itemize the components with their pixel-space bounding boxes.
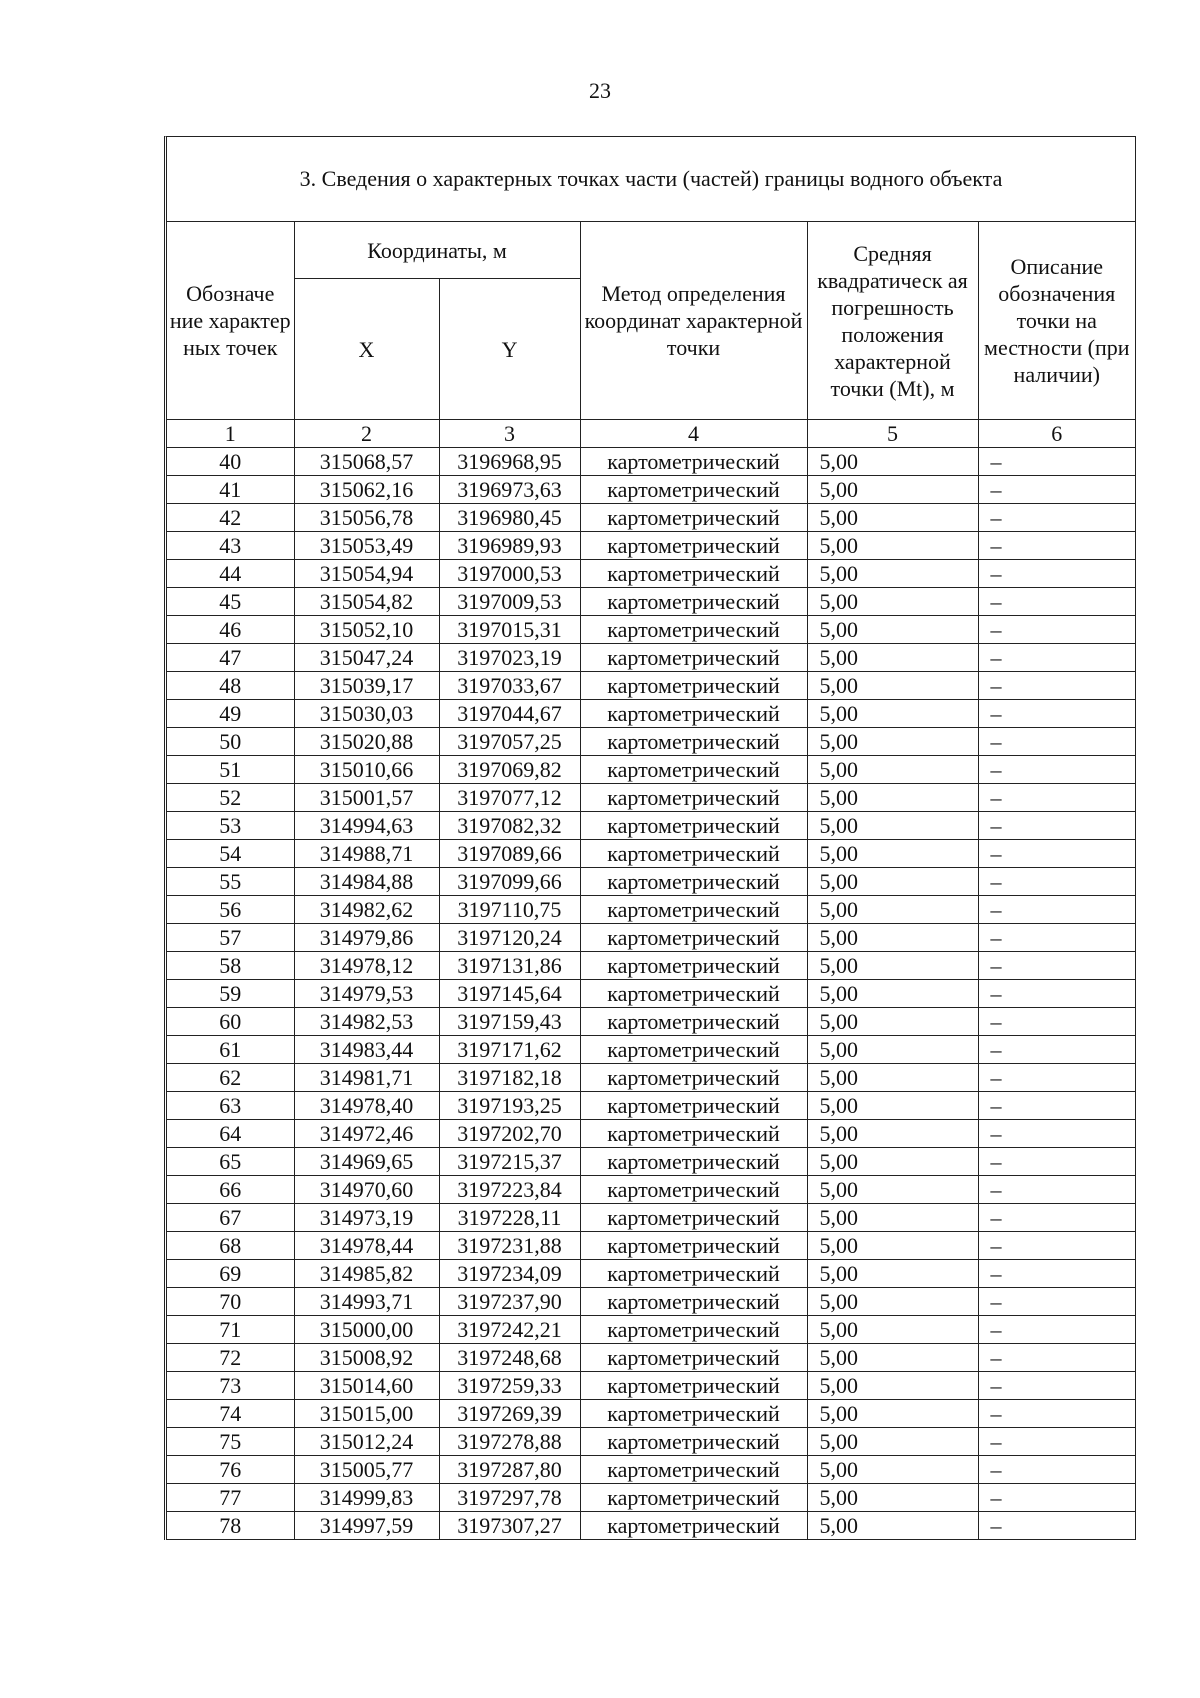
x-coordinate-cell: 315001,57 [294, 784, 439, 812]
description-cell: – [978, 1120, 1135, 1148]
x-coordinate-cell: 314993,71 [294, 1288, 439, 1316]
y-coordinate-cell: 3197057,25 [439, 728, 580, 756]
method-cell: картометрический [580, 1204, 807, 1232]
x-coordinate-cell: 315053,49 [294, 532, 439, 560]
point-number-cell: 58 [167, 952, 294, 980]
method-cell: картометрический [580, 1512, 807, 1540]
x-coordinate-cell: 315052,10 [294, 616, 439, 644]
description-cell: – [978, 1148, 1135, 1176]
description-cell: – [978, 476, 1135, 504]
y-coordinate-cell: 3197193,25 [439, 1092, 580, 1120]
description-cell: – [978, 868, 1135, 896]
table-row [167, 1064, 1135, 1092]
x-coordinate-cell: 314983,44 [294, 1036, 439, 1064]
method-cell: картометрический [580, 1344, 807, 1372]
y-coordinate-cell: 3197145,64 [439, 980, 580, 1008]
y-coordinate-cell: 3197009,53 [439, 588, 580, 616]
error-cell: 5,00 [807, 1064, 978, 1092]
description-cell: – [978, 700, 1135, 728]
error-cell: 5,00 [807, 588, 978, 616]
method-cell: картометрический [580, 448, 807, 476]
description-cell: – [978, 1400, 1135, 1428]
table-row [167, 700, 1135, 728]
y-coordinate-cell: 3197202,70 [439, 1120, 580, 1148]
y-coordinate-cell: 3197278,88 [439, 1428, 580, 1456]
point-number-cell: 49 [167, 700, 294, 728]
error-cell: 5,00 [807, 644, 978, 672]
description-cell: – [978, 1456, 1135, 1484]
error-cell: 5,00 [807, 448, 978, 476]
error-cell: 5,00 [807, 868, 978, 896]
x-coordinate-cell: 315062,16 [294, 476, 439, 504]
column-number: 3 [439, 420, 580, 448]
method-cell: картометрический [580, 1428, 807, 1456]
table-row [167, 588, 1135, 616]
description-cell: – [978, 812, 1135, 840]
description-cell: – [978, 1092, 1135, 1120]
x-coordinate-cell: 314999,83 [294, 1484, 439, 1512]
column-number: 5 [807, 420, 978, 448]
x-coordinate-cell: 315039,17 [294, 672, 439, 700]
x-coordinate-cell: 315054,94 [294, 560, 439, 588]
point-number-cell: 65 [167, 1148, 294, 1176]
table-row [167, 1008, 1135, 1036]
method-cell: картометрический [580, 728, 807, 756]
y-coordinate-cell: 3197171,62 [439, 1036, 580, 1064]
y-coordinate-cell: 3197242,21 [439, 1316, 580, 1344]
method-cell: картометрический [580, 980, 807, 1008]
error-cell: 5,00 [807, 728, 978, 756]
description-cell: – [978, 1344, 1135, 1372]
method-cell: картометрический [580, 1148, 807, 1176]
y-coordinate-cell: 3197237,90 [439, 1288, 580, 1316]
point-number-cell: 43 [167, 532, 294, 560]
x-coordinate-cell: 314985,82 [294, 1260, 439, 1288]
y-coordinate-cell: 3197259,33 [439, 1372, 580, 1400]
error-cell: 5,00 [807, 560, 978, 588]
method-cell: картометрический [580, 924, 807, 952]
x-coordinate-cell: 315008,92 [294, 1344, 439, 1372]
error-cell: 5,00 [807, 616, 978, 644]
description-cell: – [978, 504, 1135, 532]
y-coordinate-cell: 3197269,39 [439, 1400, 580, 1428]
table-row [167, 1260, 1135, 1288]
point-number-cell: 73 [167, 1372, 294, 1400]
header-point: Обозначе ние характер ных точек [167, 222, 294, 420]
method-cell: картометрический [580, 756, 807, 784]
method-cell: картометрический [580, 504, 807, 532]
y-coordinate-cell: 3197023,19 [439, 644, 580, 672]
y-coordinate-cell: 3197159,43 [439, 1008, 580, 1036]
column-number: 4 [580, 420, 807, 448]
description-cell: – [978, 1316, 1135, 1344]
table-row [167, 560, 1135, 588]
y-coordinate-cell: 3196973,63 [439, 476, 580, 504]
x-coordinate-cell: 314979,53 [294, 980, 439, 1008]
table-row [167, 532, 1135, 560]
point-number-cell: 61 [167, 1036, 294, 1064]
column-number: 1 [167, 420, 294, 448]
x-coordinate-cell: 315068,57 [294, 448, 439, 476]
table-row [167, 672, 1135, 700]
y-coordinate-cell: 3196980,45 [439, 504, 580, 532]
section-title: 3. Сведения о характерных точках части (частей) границы водного объекта [167, 137, 1135, 222]
description-cell: – [978, 588, 1135, 616]
error-cell: 5,00 [807, 1484, 978, 1512]
method-cell: картометрический [580, 1484, 807, 1512]
description-cell: – [978, 448, 1135, 476]
y-coordinate-cell: 3197015,31 [439, 616, 580, 644]
header-method: Метод определения координат характерной точки [580, 222, 807, 420]
y-coordinate-cell: 3197077,12 [439, 784, 580, 812]
table-row [167, 728, 1135, 756]
table-row [167, 868, 1135, 896]
method-cell: картометрический [580, 1064, 807, 1092]
table-row [167, 812, 1135, 840]
y-coordinate-cell: 3197044,67 [439, 700, 580, 728]
error-cell: 5,00 [807, 476, 978, 504]
x-coordinate-cell: 314982,53 [294, 1008, 439, 1036]
point-number-cell: 56 [167, 896, 294, 924]
method-cell: картометрический [580, 560, 807, 588]
boundary-points-table-container [164, 136, 1136, 1540]
x-coordinate-cell: 315054,82 [294, 588, 439, 616]
header-error: Средняя квадратическ ая погрешность положения характерной точки (Mt), м [807, 222, 978, 420]
x-coordinate-cell: 314978,40 [294, 1092, 439, 1120]
header-y: Y [439, 279, 580, 420]
y-coordinate-cell: 3197120,24 [439, 924, 580, 952]
table-row [167, 952, 1135, 980]
error-cell: 5,00 [807, 504, 978, 532]
x-coordinate-cell: 314988,71 [294, 840, 439, 868]
point-number-cell: 54 [167, 840, 294, 868]
point-number-cell: 77 [167, 1484, 294, 1512]
point-number-cell: 67 [167, 1204, 294, 1232]
x-coordinate-cell: 315000,00 [294, 1316, 439, 1344]
description-cell: – [978, 1008, 1135, 1036]
point-number-cell: 51 [167, 756, 294, 784]
error-cell: 5,00 [807, 1204, 978, 1232]
y-coordinate-cell: 3197000,53 [439, 560, 580, 588]
point-number-cell: 70 [167, 1288, 294, 1316]
error-cell: 5,00 [807, 784, 978, 812]
method-cell: картометрический [580, 812, 807, 840]
column-numbers-row [167, 420, 1135, 448]
x-coordinate-cell: 315030,03 [294, 700, 439, 728]
y-coordinate-cell: 3197069,82 [439, 756, 580, 784]
method-cell: картометрический [580, 476, 807, 504]
point-number-cell: 40 [167, 448, 294, 476]
y-coordinate-cell: 3197307,27 [439, 1512, 580, 1540]
point-number-cell: 71 [167, 1316, 294, 1344]
method-cell: картометрический [580, 1456, 807, 1484]
description-cell: – [978, 756, 1135, 784]
x-coordinate-cell: 314978,12 [294, 952, 439, 980]
method-cell: картометрический [580, 840, 807, 868]
x-coordinate-cell: 314997,59 [294, 1512, 439, 1540]
table-row [167, 1344, 1135, 1372]
error-cell: 5,00 [807, 1456, 978, 1484]
description-cell: – [978, 924, 1135, 952]
y-coordinate-cell: 3197231,88 [439, 1232, 580, 1260]
point-number-cell: 59 [167, 980, 294, 1008]
error-cell: 5,00 [807, 1120, 978, 1148]
description-cell: – [978, 1204, 1135, 1232]
x-coordinate-cell: 314969,65 [294, 1148, 439, 1176]
x-coordinate-cell: 314972,46 [294, 1120, 439, 1148]
x-coordinate-cell: 315056,78 [294, 504, 439, 532]
method-cell: картометрический [580, 784, 807, 812]
error-cell: 5,00 [807, 1428, 978, 1456]
description-cell: – [978, 1064, 1135, 1092]
table-row [167, 1120, 1135, 1148]
table-row [167, 1176, 1135, 1204]
table-row [167, 644, 1135, 672]
x-coordinate-cell: 315005,77 [294, 1456, 439, 1484]
error-cell: 5,00 [807, 1176, 978, 1204]
description-cell: – [978, 560, 1135, 588]
page-number: 23 [589, 78, 611, 103]
point-number-cell: 63 [167, 1092, 294, 1120]
point-number-cell: 57 [167, 924, 294, 952]
error-cell: 5,00 [807, 1512, 978, 1540]
table-row [167, 1036, 1135, 1064]
description-cell: – [978, 952, 1135, 980]
table-row [167, 1092, 1135, 1120]
method-cell: картометрический [580, 1176, 807, 1204]
error-cell: 5,00 [807, 672, 978, 700]
error-cell: 5,00 [807, 1092, 978, 1120]
point-number-cell: 55 [167, 868, 294, 896]
description-cell: – [978, 1484, 1135, 1512]
column-number: 2 [294, 420, 439, 448]
y-coordinate-cell: 3196989,93 [439, 532, 580, 560]
table-row [167, 756, 1135, 784]
y-coordinate-cell: 3197287,80 [439, 1456, 580, 1484]
description-cell: – [978, 1512, 1135, 1540]
table-row [167, 1512, 1135, 1540]
point-number-cell: 78 [167, 1512, 294, 1540]
error-cell: 5,00 [807, 1400, 978, 1428]
method-cell: картометрический [580, 1008, 807, 1036]
error-cell: 5,00 [807, 1344, 978, 1372]
table-row [167, 896, 1135, 924]
error-cell: 5,00 [807, 924, 978, 952]
error-cell: 5,00 [807, 952, 978, 980]
y-coordinate-cell: 3197223,84 [439, 1176, 580, 1204]
y-coordinate-cell: 3197110,75 [439, 896, 580, 924]
description-cell: – [978, 1372, 1135, 1400]
point-number-cell: 68 [167, 1232, 294, 1260]
method-cell: картометрический [580, 700, 807, 728]
header-description: Описание обозначения точки на местности (при наличии) [978, 222, 1135, 420]
table-row [167, 924, 1135, 952]
point-number-cell: 45 [167, 588, 294, 616]
error-cell: 5,00 [807, 1288, 978, 1316]
x-coordinate-cell: 314981,71 [294, 1064, 439, 1092]
x-coordinate-cell: 315012,24 [294, 1428, 439, 1456]
method-cell: картометрический [580, 1316, 807, 1344]
method-cell: картометрический [580, 588, 807, 616]
point-number-cell: 50 [167, 728, 294, 756]
error-cell: 5,00 [807, 700, 978, 728]
error-cell: 5,00 [807, 812, 978, 840]
y-coordinate-cell: 3197297,78 [439, 1484, 580, 1512]
method-cell: картометрический [580, 1232, 807, 1260]
point-number-cell: 52 [167, 784, 294, 812]
x-coordinate-cell: 314978,44 [294, 1232, 439, 1260]
error-cell: 5,00 [807, 1036, 978, 1064]
table-row [167, 1456, 1135, 1484]
point-number-cell: 72 [167, 1344, 294, 1372]
description-cell: – [978, 532, 1135, 560]
point-number-cell: 75 [167, 1428, 294, 1456]
x-coordinate-cell: 315010,66 [294, 756, 439, 784]
point-number-cell: 69 [167, 1260, 294, 1288]
point-number-cell: 46 [167, 616, 294, 644]
method-cell: картометрический [580, 1120, 807, 1148]
error-cell: 5,00 [807, 1316, 978, 1344]
method-cell: картометрический [580, 1400, 807, 1428]
x-coordinate-cell: 314994,63 [294, 812, 439, 840]
method-cell: картометрический [580, 896, 807, 924]
method-cell: картометрический [580, 672, 807, 700]
description-cell: – [978, 840, 1135, 868]
header-coordinates: Координаты, м [294, 222, 580, 279]
y-coordinate-cell: 3197131,86 [439, 952, 580, 980]
description-cell: – [978, 1260, 1135, 1288]
y-coordinate-cell: 3197099,66 [439, 868, 580, 896]
x-coordinate-cell: 314973,19 [294, 1204, 439, 1232]
x-coordinate-cell: 314979,86 [294, 924, 439, 952]
table-row [167, 840, 1135, 868]
method-cell: картометрический [580, 1260, 807, 1288]
method-cell: картометрический [580, 1372, 807, 1400]
x-coordinate-cell: 315047,24 [294, 644, 439, 672]
column-number: 6 [978, 420, 1135, 448]
table-row [167, 476, 1135, 504]
method-cell: картометрический [580, 952, 807, 980]
table-row [167, 504, 1135, 532]
error-cell: 5,00 [807, 896, 978, 924]
description-cell: – [978, 1428, 1135, 1456]
x-coordinate-cell: 315020,88 [294, 728, 439, 756]
y-coordinate-cell: 3197033,67 [439, 672, 580, 700]
method-cell: картометрический [580, 1036, 807, 1064]
y-coordinate-cell: 3197089,66 [439, 840, 580, 868]
error-cell: 5,00 [807, 1260, 978, 1288]
point-number-cell: 74 [167, 1400, 294, 1428]
description-cell: – [978, 644, 1135, 672]
error-cell: 5,00 [807, 532, 978, 560]
point-number-cell: 53 [167, 812, 294, 840]
y-coordinate-cell: 3196968,95 [439, 448, 580, 476]
description-cell: – [978, 728, 1135, 756]
point-number-cell: 42 [167, 504, 294, 532]
table-row [167, 1316, 1135, 1344]
point-number-cell: 76 [167, 1456, 294, 1484]
point-number-cell: 41 [167, 476, 294, 504]
header-x: X [294, 279, 439, 420]
description-cell: – [978, 896, 1135, 924]
method-cell: картометрический [580, 1288, 807, 1316]
description-cell: – [978, 616, 1135, 644]
point-number-cell: 44 [167, 560, 294, 588]
table-row [167, 980, 1135, 1008]
y-coordinate-cell: 3197215,37 [439, 1148, 580, 1176]
method-cell: картометрический [580, 616, 807, 644]
error-cell: 5,00 [807, 840, 978, 868]
error-cell: 5,00 [807, 1148, 978, 1176]
point-number-cell: 60 [167, 1008, 294, 1036]
table-row [167, 784, 1135, 812]
x-coordinate-cell: 314982,62 [294, 896, 439, 924]
point-number-cell: 64 [167, 1120, 294, 1148]
point-number-cell: 62 [167, 1064, 294, 1092]
table-row [167, 1372, 1135, 1400]
method-cell: картометрический [580, 868, 807, 896]
table-body [167, 448, 1135, 1540]
table-row [167, 1484, 1135, 1512]
table-row [167, 1400, 1135, 1428]
method-cell: картометрический [580, 1092, 807, 1120]
method-cell: картометрический [580, 532, 807, 560]
table-row [167, 1204, 1135, 1232]
point-number-cell: 66 [167, 1176, 294, 1204]
x-coordinate-cell: 314984,88 [294, 868, 439, 896]
table-row [167, 1288, 1135, 1316]
error-cell: 5,00 [807, 1008, 978, 1036]
description-cell: – [978, 1288, 1135, 1316]
y-coordinate-cell: 3197234,09 [439, 1260, 580, 1288]
description-cell: – [978, 1232, 1135, 1260]
y-coordinate-cell: 3197248,68 [439, 1344, 580, 1372]
y-coordinate-cell: 3197228,11 [439, 1204, 580, 1232]
error-cell: 5,00 [807, 756, 978, 784]
table-row [167, 1148, 1135, 1176]
table-row [167, 1428, 1135, 1456]
description-cell: – [978, 784, 1135, 812]
boundary-points-table [167, 222, 1135, 1540]
x-coordinate-cell: 315015,00 [294, 1400, 439, 1428]
x-coordinate-cell: 315014,60 [294, 1372, 439, 1400]
description-cell: – [978, 672, 1135, 700]
method-cell: картометрический [580, 644, 807, 672]
error-cell: 5,00 [807, 1232, 978, 1260]
table-row [167, 616, 1135, 644]
table-row [167, 1232, 1135, 1260]
error-cell: 5,00 [807, 980, 978, 1008]
point-number-cell: 48 [167, 672, 294, 700]
description-cell: – [978, 980, 1135, 1008]
error-cell: 5,00 [807, 1372, 978, 1400]
y-coordinate-cell: 3197182,18 [439, 1064, 580, 1092]
table-row [167, 448, 1135, 476]
point-number-cell: 47 [167, 644, 294, 672]
description-cell: – [978, 1176, 1135, 1204]
x-coordinate-cell: 314970,60 [294, 1176, 439, 1204]
y-coordinate-cell: 3197082,32 [439, 812, 580, 840]
description-cell: – [978, 1036, 1135, 1064]
